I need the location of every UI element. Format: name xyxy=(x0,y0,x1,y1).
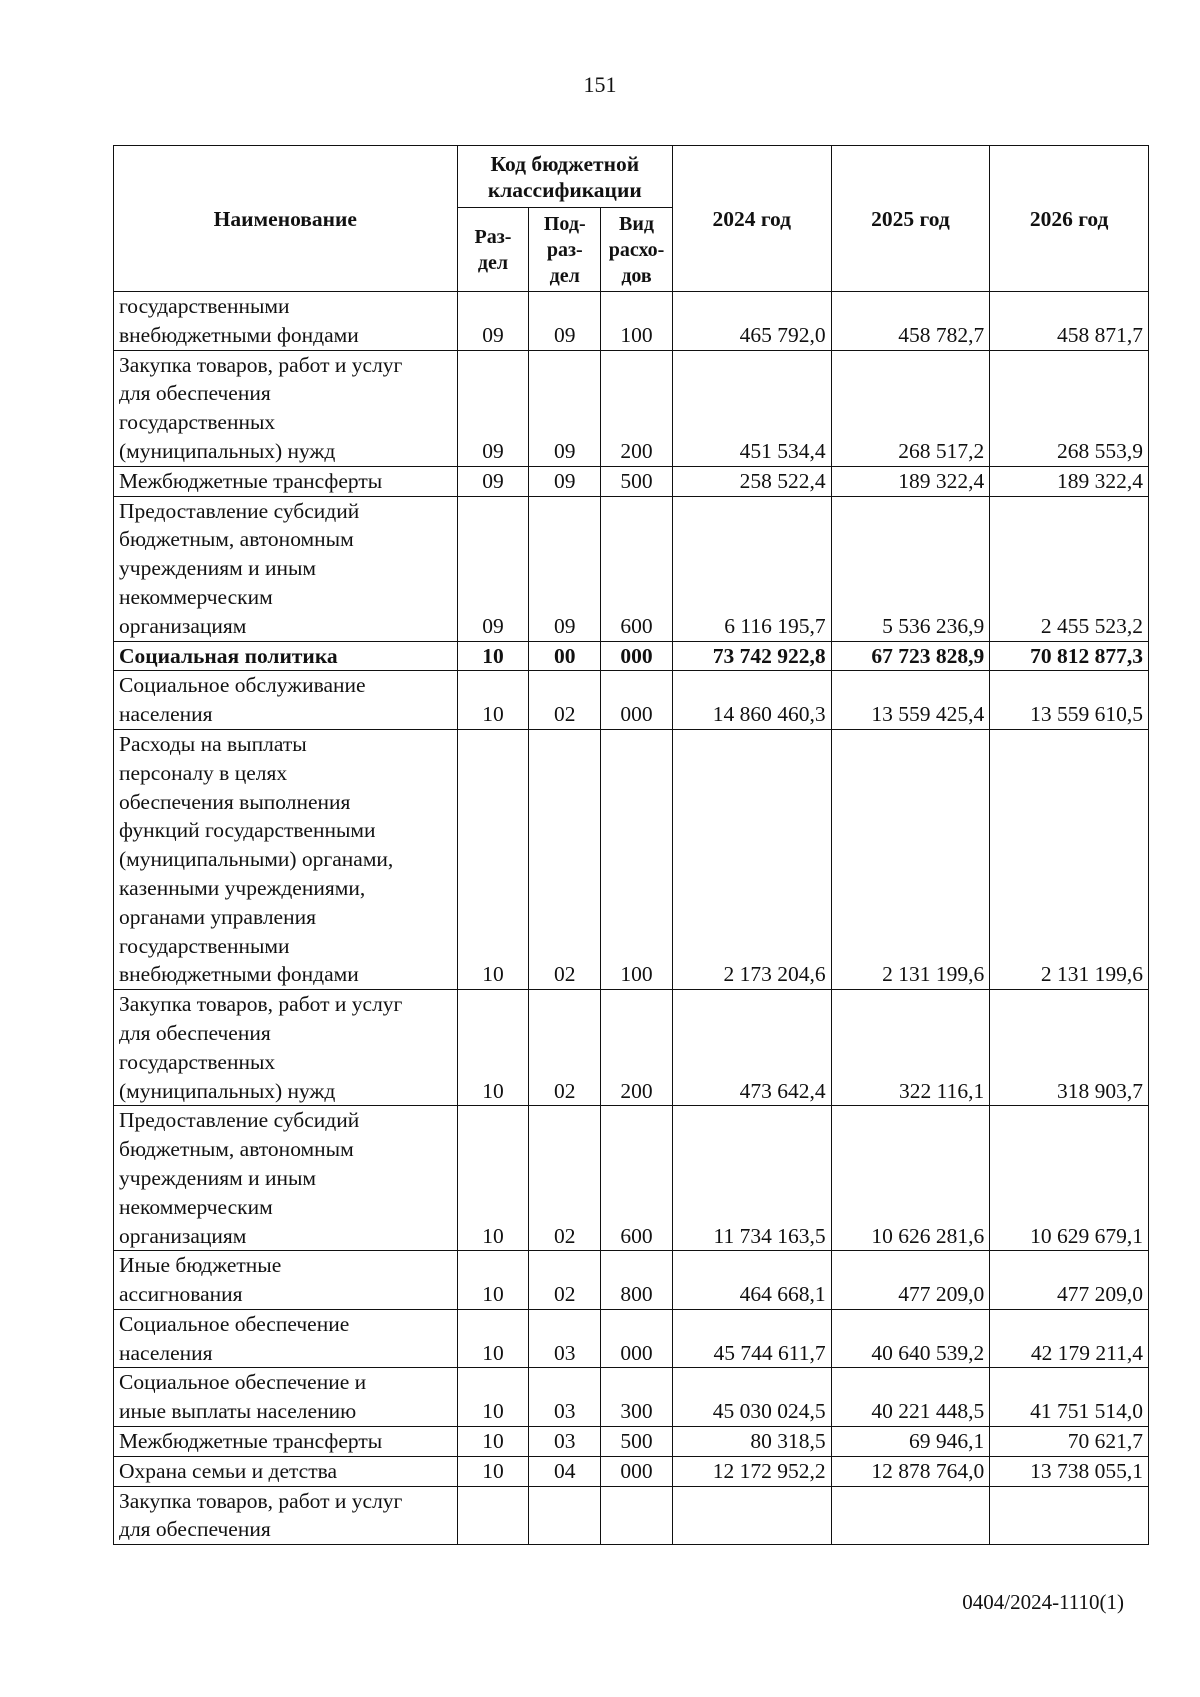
row-value-2026: 318 903,7 xyxy=(990,990,1149,1106)
row-value-2026: 458 871,7 xyxy=(990,292,1149,351)
row-razdel: 10 xyxy=(457,1368,529,1427)
row-value-2026: 41 751 514,0 xyxy=(990,1368,1149,1427)
row-name: Предоставление субсидий бюджетным, автономным учреждениям и иным некоммерческим организациям xyxy=(114,496,458,641)
table-row xyxy=(114,1309,1149,1368)
row-podrazdel: 04 xyxy=(529,1456,601,1486)
page-number: 151 xyxy=(583,72,617,97)
header-podrazdel: Под- раз- дел xyxy=(529,208,601,292)
table-row xyxy=(114,1368,1149,1427)
row-value-2025: 40 221 448,5 xyxy=(831,1368,990,1427)
row-value-2026: 42 179 211,4 xyxy=(990,1309,1149,1368)
table-row xyxy=(114,292,1149,351)
row-vid: 000 xyxy=(601,671,673,730)
row-vid: 300 xyxy=(601,1368,673,1427)
table-body xyxy=(114,292,1149,1545)
row-vid: 000 xyxy=(601,1309,673,1368)
row-podrazdel: 03 xyxy=(529,1427,601,1457)
row-podrazdel: 09 xyxy=(529,496,601,641)
row-value-2026: 13 559 610,5 xyxy=(990,671,1149,730)
row-name: Расходы на выплаты персоналу в целях обеспечения выполнения функций государственными (муниципальными) органами, казенными учреждениями, органами управления государственными внебюджетными фондами xyxy=(114,729,458,989)
row-razdel: 10 xyxy=(457,641,529,671)
row-value-2026: 189 322,4 xyxy=(990,466,1149,496)
table-row xyxy=(114,350,1149,466)
row-name: Предоставление субсидий бюджетным, автономным учреждениям и иным некоммерческим организациям xyxy=(114,1106,458,1251)
row-value-2024: 12 172 952,2 xyxy=(672,1456,831,1486)
row-value-2024: 464 668,1 xyxy=(672,1251,831,1310)
row-podrazdel: 09 xyxy=(529,350,601,466)
row-value-2025: 67 723 828,9 xyxy=(831,641,990,671)
row-podrazdel: 02 xyxy=(529,990,601,1106)
row-name: Закупка товаров, работ и услуг для обеспечения xyxy=(114,1486,458,1545)
table-row xyxy=(114,671,1149,730)
row-value-2024: 73 742 922,8 xyxy=(672,641,831,671)
row-name: Иные бюджетные ассигнования xyxy=(114,1251,458,1310)
row-value-2025: 13 559 425,4 xyxy=(831,671,990,730)
document-code: 0404/2024-1110(1) xyxy=(962,1590,1124,1614)
row-podrazdel: 02 xyxy=(529,1106,601,1251)
row-podrazdel: 03 xyxy=(529,1309,601,1368)
row-value-2025: 69 946,1 xyxy=(831,1427,990,1457)
row-name: государственными внебюджетными фондами xyxy=(114,292,458,351)
row-razdel: 09 xyxy=(457,350,529,466)
row-value-2024: 2 173 204,6 xyxy=(672,729,831,989)
row-value-2024 xyxy=(672,1486,831,1545)
row-value-2025: 322 116,1 xyxy=(831,990,990,1106)
row-value-2025: 189 322,4 xyxy=(831,466,990,496)
table-row xyxy=(114,466,1149,496)
table-row xyxy=(114,496,1149,641)
row-vid: 000 xyxy=(601,1456,673,1486)
row-value-2026: 10 629 679,1 xyxy=(990,1106,1149,1251)
table-row xyxy=(114,641,1149,671)
header-name: Наименование xyxy=(114,146,458,292)
row-razdel: 10 xyxy=(457,1309,529,1368)
row-value-2024: 465 792,0 xyxy=(672,292,831,351)
row-name: Закупка товаров, работ и услуг для обеспечения государственных (муниципальных) нужд xyxy=(114,990,458,1106)
row-value-2024: 14 860 460,3 xyxy=(672,671,831,730)
header-vid: Вид расхо- дов xyxy=(601,208,673,292)
row-razdel: 09 xyxy=(457,466,529,496)
budget-table xyxy=(113,145,1149,1545)
row-value-2025 xyxy=(831,1486,990,1545)
row-name: Межбюджетные трансферты xyxy=(114,466,458,496)
table-row xyxy=(114,1427,1149,1457)
row-vid: 200 xyxy=(601,990,673,1106)
row-value-2025: 458 782,7 xyxy=(831,292,990,351)
row-podrazdel: 09 xyxy=(529,466,601,496)
row-value-2026: 477 209,0 xyxy=(990,1251,1149,1310)
row-podrazdel: 02 xyxy=(529,1251,601,1310)
row-name: Социальная политика xyxy=(114,641,458,671)
row-value-2026: 70 812 877,3 xyxy=(990,641,1149,671)
row-value-2026: 268 553,9 xyxy=(990,350,1149,466)
row-razdel: 10 xyxy=(457,1106,529,1251)
row-podrazdel: 09 xyxy=(529,292,601,351)
row-name: Социальное обслуживание населения xyxy=(114,671,458,730)
table-row xyxy=(114,1486,1149,1545)
row-vid: 100 xyxy=(601,729,673,989)
row-razdel: 09 xyxy=(457,496,529,641)
row-razdel: 10 xyxy=(457,990,529,1106)
row-value-2025: 5 536 236,9 xyxy=(831,496,990,641)
row-vid: 000 xyxy=(601,641,673,671)
row-value-2026: 13 738 055,1 xyxy=(990,1456,1149,1486)
row-vid: 500 xyxy=(601,1427,673,1457)
row-razdel: 09 xyxy=(457,292,529,351)
row-value-2024: 451 534,4 xyxy=(672,350,831,466)
header-razdel: Раз- дел xyxy=(457,208,529,292)
header-2025: 2025 год xyxy=(831,146,990,292)
row-vid: 500 xyxy=(601,466,673,496)
row-name: Социальное обеспечение и иные выплаты населению xyxy=(114,1368,458,1427)
row-value-2025: 2 131 199,6 xyxy=(831,729,990,989)
header-2024: 2024 год xyxy=(672,146,831,292)
row-value-2024: 80 318,5 xyxy=(672,1427,831,1457)
row-razdel: 10 xyxy=(457,1251,529,1310)
row-value-2024: 6 116 195,7 xyxy=(672,496,831,641)
row-value-2024: 45 744 611,7 xyxy=(672,1309,831,1368)
row-razdel: 10 xyxy=(457,671,529,730)
row-name: Закупка товаров, работ и услуг для обеспечения государственных (муниципальных) нужд xyxy=(114,350,458,466)
row-value-2026: 2 131 199,6 xyxy=(990,729,1149,989)
row-razdel: 10 xyxy=(457,1427,529,1457)
header-code-group: Код бюджетной классификации xyxy=(457,146,672,208)
row-value-2025: 268 517,2 xyxy=(831,350,990,466)
row-vid xyxy=(601,1486,673,1545)
row-podrazdel: 00 xyxy=(529,641,601,671)
row-name: Межбюджетные трансферты xyxy=(114,1427,458,1457)
row-razdel: 10 xyxy=(457,729,529,989)
row-value-2026: 70 621,7 xyxy=(990,1427,1149,1457)
table-row xyxy=(114,1251,1149,1310)
row-vid: 100 xyxy=(601,292,673,351)
row-podrazdel: 03 xyxy=(529,1368,601,1427)
row-value-2025: 477 209,0 xyxy=(831,1251,990,1310)
row-name: Социальное обеспечение населения xyxy=(114,1309,458,1368)
table-row xyxy=(114,990,1149,1106)
row-podrazdel: 02 xyxy=(529,729,601,989)
row-razdel xyxy=(457,1486,529,1545)
row-value-2025: 12 878 764,0 xyxy=(831,1456,990,1486)
row-value-2025: 10 626 281,6 xyxy=(831,1106,990,1251)
row-vid: 600 xyxy=(601,1106,673,1251)
header-2026: 2026 год xyxy=(990,146,1149,292)
row-razdel: 10 xyxy=(457,1456,529,1486)
table-row xyxy=(114,729,1149,989)
row-vid: 600 xyxy=(601,496,673,641)
row-value-2024: 258 522,4 xyxy=(672,466,831,496)
table-row xyxy=(114,1456,1149,1486)
row-podrazdel xyxy=(529,1486,601,1545)
row-value-2026 xyxy=(990,1486,1149,1545)
row-podrazdel: 02 xyxy=(529,671,601,730)
row-value-2025: 40 640 539,2 xyxy=(831,1309,990,1368)
row-name: Охрана семьи и детства xyxy=(114,1456,458,1486)
table-row xyxy=(114,1106,1149,1251)
row-value-2026: 2 455 523,2 xyxy=(990,496,1149,641)
row-value-2024: 45 030 024,5 xyxy=(672,1368,831,1427)
row-value-2024: 473 642,4 xyxy=(672,990,831,1106)
row-value-2024: 11 734 163,5 xyxy=(672,1106,831,1251)
row-vid: 800 xyxy=(601,1251,673,1310)
row-vid: 200 xyxy=(601,350,673,466)
